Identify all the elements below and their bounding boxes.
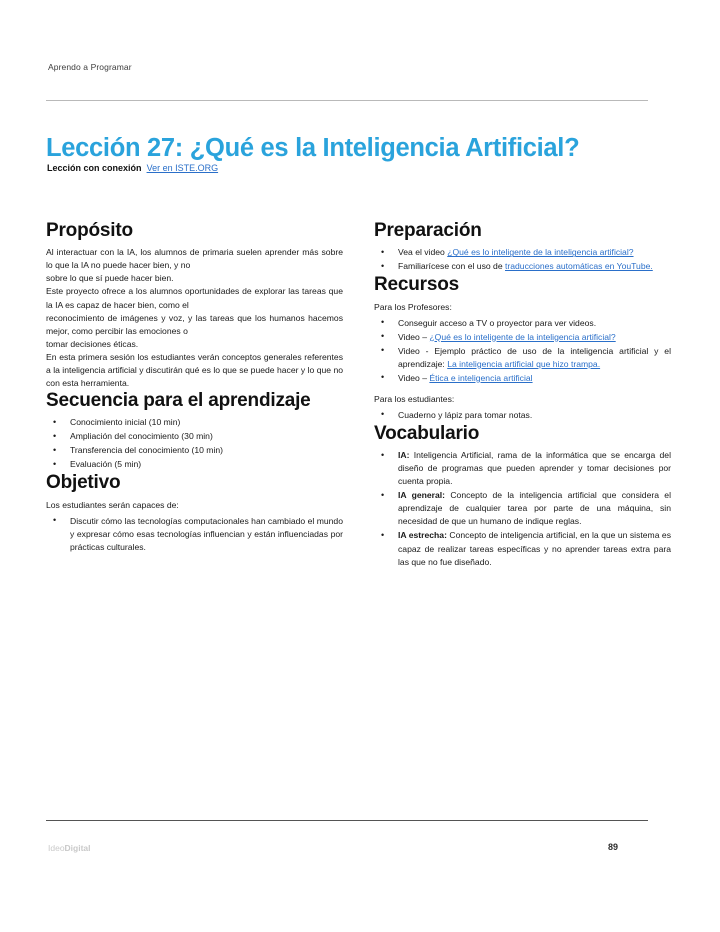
item-text: Video – — [398, 372, 430, 383]
list-item — [374, 489, 671, 528]
iste-link[interactable]: Ver en ISTE.ORG — [146, 163, 219, 173]
preparacion-list — [374, 246, 671, 273]
list-item: • Conocimiento inicial (10 min) — [46, 416, 343, 429]
list-item — [374, 449, 671, 488]
list-item: • Evaluación (5 min) — [46, 458, 343, 471]
etica-video-link[interactable]: Ética e inteligencia artificial — [429, 372, 533, 383]
secuencia-list — [46, 416, 343, 471]
video-link[interactable]: ¿Qué es lo inteligente de la inteligencia artificial? — [447, 247, 634, 258]
list-item: • Ampliación del conocimiento (30 min) — [46, 430, 343, 443]
heading-recursos: Recursos — [374, 274, 459, 296]
list-item — [374, 260, 671, 273]
list-item: • Transferencia del conocimiento (10 min) — [46, 444, 343, 457]
list-item: • Discutir cómo las tecnologías computacionales han cambiado el mundo y expresar cómo esas tecnologías influencian y están influenciadas por prácticas culturales. — [46, 515, 343, 554]
objetivo-list — [46, 515, 343, 554]
recursos-students-list — [374, 409, 671, 422]
proposito-paragraph-6: En esta primera sesión los estudiantes verán conceptos generales referentes a la inteligencia artificial y discutirán qué es lo que se puede hacer y lo que no con esta herramienta. — [46, 351, 343, 388]
brand-suffix: Digital — [64, 843, 91, 853]
list-item — [374, 529, 671, 568]
footer-divider — [46, 820, 648, 821]
vocab-definition: Concepto de inteligencia artificial, en la que un sistema es capaz de realizar tareas específicas y no aprender tareas extra para las que no fue diseñado. — [398, 530, 671, 567]
proposito-paragraph-2: sobre lo que sí puede hacer bien. — [46, 273, 174, 284]
heading-objetivo: Objetivo — [46, 472, 121, 494]
vocabulario-list — [374, 449, 671, 569]
right-column — [374, 220, 671, 570]
item-text: Familiarícese con el uso de — [398, 261, 505, 272]
page-number: 89 — [608, 842, 619, 852]
heading-secuencia: Secuencia para el aprendizaje — [46, 389, 311, 411]
page-title: Lección 27: ¿Qué es la Inteligencia Artificial? — [46, 134, 580, 163]
list-item — [374, 372, 671, 385]
vocab-term: IA general: — [398, 490, 446, 501]
trampa-video-link[interactable]: La inteligencia artificial que hizo trampa. — [447, 358, 601, 369]
video-link[interactable]: ¿Qué es lo inteligente de la inteligencia artificial? — [429, 331, 616, 342]
left-column — [46, 220, 343, 555]
vocab-definition: Concepto de la inteligencia artificial que considera el aprendizaje de cualquier tarea por parte de una máquina, sin necesidad de que un humano de indique reglas. — [398, 490, 672, 527]
recursos-teachers-lead: Para los Profesores: — [374, 301, 452, 312]
item-text: Vea el video — [398, 247, 448, 258]
proposito-paragraph-4: reconocimiento de imágenes y voz, y las tareas que los humanos hacemos mejor, como percibir las emociones o — [46, 312, 343, 336]
footer-brand — [48, 843, 91, 853]
brand-prefix: Ideo — [48, 843, 65, 853]
running-header: Aprendo a Programar — [48, 62, 132, 72]
heading-vocabulario: Vocabulario — [374, 422, 480, 444]
vocab-term: IA: — [398, 450, 410, 461]
subtitle-line — [47, 163, 218, 174]
proposito-paragraph-1: Al interactuar con la IA, los alumnos de primaria suelen aprender más sobre lo que la IA no puede hacer bien, y no — [46, 247, 343, 271]
list-item — [374, 345, 671, 371]
item-text: Video – — [398, 331, 430, 342]
recursos-teachers-list — [374, 317, 671, 385]
list-item — [374, 331, 671, 344]
item-text: Video - Ejemplo práctico de uso de la inteligencia artificial y el aprendizaje: — [398, 345, 671, 369]
proposito-paragraph-3: Este proyecto ofrece a los alumnos oportunidades de explorar las tareas que la IA es capaz de hacer bien, como el — [46, 286, 343, 310]
vocab-term: IA estrecha: — [398, 530, 447, 541]
recursos-students-lead: Para los estudiantes: — [374, 393, 455, 404]
list-item: • Cuaderno y lápiz para tomar notas. — [374, 409, 671, 422]
item-text: Conseguir acceso a TV o proyector para ver videos. — [398, 317, 597, 328]
subtitle-label: Lección con conexión — [47, 163, 142, 173]
vocab-definition: Inteligencia Artificial, rama de la informática que se encarga del diseño de programas que pueden aprender y tomar decisiones por cuenta propia. — [398, 450, 671, 487]
list-item — [374, 246, 671, 259]
heading-preparacion: Preparación — [374, 220, 482, 241]
objetivo-lead: Los estudiantes serán capaces de: — [46, 499, 179, 510]
header-divider — [46, 100, 648, 101]
heading-proposito: Propósito — [46, 220, 133, 241]
youtube-translations-link[interactable]: traducciones automáticas en YouTube. — [505, 261, 653, 272]
proposito-paragraph-5: tomar decisiones éticas. — [46, 338, 139, 349]
list-item — [374, 317, 671, 330]
